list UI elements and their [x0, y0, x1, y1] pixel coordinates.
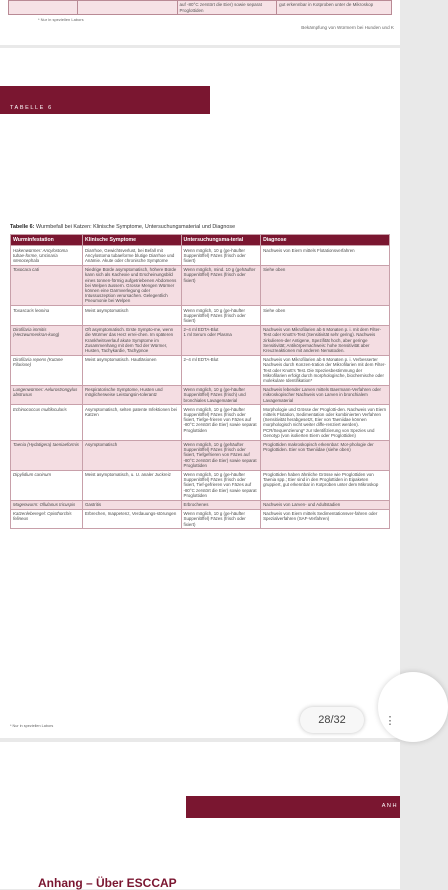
table-row: [11, 470, 390, 500]
table-cell: Dirofilaria immitis (Herzwurmerkran-kung): [11, 325, 83, 355]
table-cell: Diarrhoe, Gewichtsverlust, bei Befall mit Ancylostoma tubaeforme blutige Diarrhoe und Anämie. Akute oder chronische Symptome: [83, 246, 182, 266]
banner-label: TABELLE 6: [10, 105, 53, 111]
table-cell: Oft asymptomatisch. Erste Sympto-me, wenn die Würmer das Herz errei-chen. Im späteren Krankheitsverlauf akute Symptome im Zusammenhang mit dem Tod der Würmer, Husten, Tachykardie, Tachypnoe: [83, 325, 182, 355]
fragment-cell: gut erkennbar in Kotproben unter de Mikroskop: [277, 1, 392, 15]
table-cell: Nachweis von Mikrofilarien ab 6 Monaten p. i. mit dem Filter-Test oder Knott's-Test (Sensitivität sehr gering). Nachweis zirkulieren-der Antigene, Spezifität hoch, aber geringe Sensitivität; Antikörpernachweis: hohe Sensitivität aber Kreuzreaktionen mit anderen Nematoden.: [261, 325, 390, 355]
table-cell: Wenn möglich, 10 g (ge-häufter Suppenlöffel) Fäzes (frisch oder fixiert, Tief-gefrieren von Fäzes auf -80°C zerstört die Eier) sowie separat Proglottiden: [181, 470, 261, 500]
fragment-footnote: * Nur in speziellen Labors: [38, 17, 84, 22]
column-header: Untersuchungsma-terial: [181, 235, 261, 246]
column-header: Wurminfestation: [11, 235, 83, 246]
table-cell: Meist asymptomatisch. Hautläsionen: [83, 355, 182, 385]
table-caption: [10, 224, 235, 230]
table-cell: 2–4 ml EDTA-Blut 1 ml Serum oder Plasma: [181, 325, 261, 355]
table-cell: Wenn möglich, 10 g (ge-häufter Suppenlöffel) Fäzes (frisch oder fixiert, Tiefge-frieren von Fäzes auf -80°C zerstört die Eier) sowie separat Proglottiden: [181, 405, 261, 440]
table-row: [11, 385, 390, 405]
table-cell: 2–4 ml EDTA-Blut: [181, 355, 261, 385]
table-footnote: * Nur in speziellen Labors: [10, 724, 54, 728]
table-cell: Meist asymptomatisch, u. U. analer Juckreiz: [83, 470, 182, 500]
table-row: [11, 325, 390, 355]
fragment-cell: auf -80°C zerstört die Eier) sowie separat Proglottiden: [177, 1, 277, 15]
table-cell: Erbrechen, Inappetenz, Verdauungs-störungen: [83, 509, 182, 529]
running-header: Bekämpfung von Würmern bei Hunden und K: [301, 25, 394, 30]
table-cell: Katzenleberegel: Opisthorchis felineus: [11, 509, 83, 529]
vertical-dots-icon[interactable]: ⋮: [384, 715, 396, 727]
worm-infestation-table: [10, 234, 390, 529]
table-cell: Proglottiden haben ähnliche Grösse wie Proglottiden von Taenia spp.; Eier sind in den Proglottiden in Eipaketen gruppiert, gut erkennbar in Kotproben unter dem Mikroskop: [261, 470, 390, 500]
table-row: [11, 265, 390, 305]
table-cell: Asymptomatisch: [83, 440, 182, 470]
table-cell: Wenn möglich, mind. 10 g (gehäufter Suppenlöffel) Fäzes (frisch oder fixiert): [181, 265, 261, 305]
scroll-handle[interactable]: [378, 672, 448, 742]
column-header: Klinische Symptome: [83, 235, 182, 246]
table-cell: Magenwurm: Ollulanus tricuspis: [11, 500, 83, 509]
table-cell: Hakenwürmer: Ancylostoma tubae-forme, Uncinaria stenocephala: [11, 246, 83, 266]
table-row: [11, 509, 390, 529]
table-cell: Asymptomatisch, selten patente Infektionen bei Katzen: [83, 405, 182, 440]
table-cell: Dirofilaria repens (Kutane Filariose): [11, 355, 83, 385]
table-cell: Echinococcus multilocularis: [11, 405, 83, 440]
appendix-banner-label: ANH: [381, 803, 398, 809]
table-row: [11, 405, 390, 440]
table-cell: Nachweis von Eiern mittels Sedimentationsver-fahren oder Spezialverfahren (SAF-Verfahren): [261, 509, 390, 529]
next-page: [0, 742, 400, 889]
table-cell: Nachweis von Mikrofilarien ab 6 Monaten p. i. Verbesserter Nachweis durch Konzen-tration der Mikrofilarien mit dem Filter-Test oder Knott's Test. Die Speziesbestimmung der Mikrofilarien erfolgt durch morphologische, biochemische oder molekulare Identifikation*: [261, 355, 390, 385]
page-fragment-top: [0, 0, 400, 45]
table-cell: Wenn möglich, 10 g (ge-häufter Suppenlöffel) Fäzes (frisch oder fixiert): [181, 509, 261, 529]
previous-table-fragment: [8, 0, 392, 15]
table-cell: Dipylidium caninum: [11, 470, 83, 500]
table-cell: Toxascaris leonina: [11, 306, 83, 326]
column-header: Diagnose: [261, 235, 390, 246]
table-cell: Wenn möglich, 10 g (ge-häufter Suppenlöffel) Fäzes (frisch) und bronchiales Lavagematerial: [181, 385, 261, 405]
caption-number: Tabelle 6:: [10, 224, 35, 230]
table-cell: Wenn möglich, 10 g (ge-häufter Suppenlöffel) Fäzes (frisch oder fixiert): [181, 246, 261, 266]
table-cell: Siehe oben: [261, 265, 390, 305]
table-cell: Wenn möglich, 10 g (ge-häufter Suppenlöffel) Fäzes (frisch oder fixiert): [181, 306, 261, 326]
appendix-banner: [186, 796, 400, 818]
document-page: [0, 48, 400, 738]
table-cell: Proglottiden makroskopisch erkennbar: Mor-phologie der Proglottiden. Eier von Taeniidae (siehe oben): [261, 440, 390, 470]
table-cell: Morphologie und Grösse der Proglotti-den. Nachweis von Eiern mittels Flotation, Sedimentation oder kombinierten Verfahren (Sensitivität herabgesetzt, Eier von Taeniidae können morphologisch nicht weiter diffe-renziert werden). PCR/Sequenzierung* zur Identifizierung von Spezies und Genotyp (von isolierten Eiern oder Proglottiden): [261, 405, 390, 440]
table-cell: Toxocara cati: [11, 265, 83, 305]
table-cell: Meist asymptomatisch: [83, 306, 182, 326]
table-header-row: [11, 235, 390, 246]
table-cell: Nachweis von Larven- und Adultstadien: [261, 500, 390, 509]
page-indicator[interactable]: 28/32: [300, 707, 364, 733]
table-cell: Gastritis: [83, 500, 182, 509]
table-row: [11, 440, 390, 470]
table-cell: Niedrige Bürde asymptomatisch, höhere Bürde kann sich als Kachexie und Erscheinungsbild eines tonnen-förmig aufgetriebenen Abdomens bei Welpen äussern. Grosse Mengen Würmer können eine Darmverlegung oder Intussuszeption verursachen. Gelegentlich Pneumonie bei Welpen: [83, 265, 182, 305]
table-cell: Siehe oben: [261, 306, 390, 326]
table-cell: Respiratorische Symptome, Husten und möglicherweise Leistungsin-tolerantz: [83, 385, 182, 405]
table-row: [11, 500, 390, 509]
table-row: [11, 306, 390, 326]
table-row: [11, 355, 390, 385]
table-cell: Erbrochenes: [181, 500, 261, 509]
table-banner: [0, 86, 210, 114]
caption-text: Wurmbefall bei Katzen: Klinische Symptome, Untersuchungsmaterial und Diagnose: [34, 224, 236, 230]
table-cell: Nachweis von Eiern mittels Flotationsverfahren: [261, 246, 390, 266]
appendix-heading: Anhang – Über ESCCAP: [38, 876, 177, 890]
table-row: [11, 246, 390, 266]
table-cell: Wenn möglich, 10 g (gehäufter Suppenlöffel) Fäzes (frisch oder fixiert, Tiefgefrieren von Fäzes auf -80°C zerstört die Eier) sowie separat Proglottiden: [181, 440, 261, 470]
table-cell: Lungenwürmer: Aelurostrongylus abstrusus: [11, 385, 83, 405]
table-cell: Nachweis lebender Larven mittels Baermann-Verfahren oder mikroskopischer Nachweis von Larven in bronchialem Lavagematerial: [261, 385, 390, 405]
table-cell: Taenia (Hydatigera) taeniaeformis: [11, 440, 83, 470]
